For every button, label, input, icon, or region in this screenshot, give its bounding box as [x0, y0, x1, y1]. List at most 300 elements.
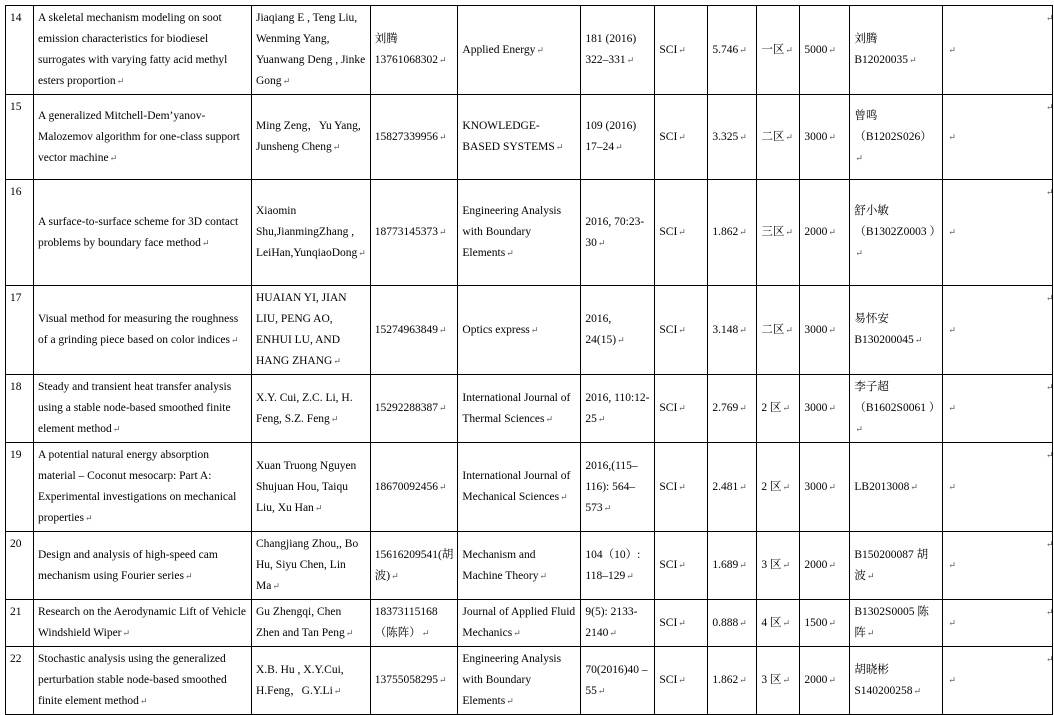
cell-title — [34, 443, 252, 532]
cell-contact-text: 18373115168 （陈阵） — [374, 606, 438, 639]
cell-impact — [708, 375, 757, 443]
cell-journal — [458, 532, 581, 600]
row-end-mark-icon: ↵ — [1046, 382, 1054, 392]
cell-impact — [708, 647, 757, 715]
row-end-mark-icon: ↵ — [1046, 539, 1054, 549]
cell-volume-text: 2016,(115–116): 564–573 — [585, 459, 638, 514]
paper-table — [5, 5, 1053, 715]
paragraph-mark-icon: ↵ — [678, 227, 686, 237]
paragraph-mark-icon: ↵ — [439, 227, 447, 237]
paragraph-mark-icon: ↵ — [914, 335, 923, 345]
cell-zone-text: 二区 — [761, 323, 785, 336]
cell-number — [6, 375, 34, 443]
paragraph-mark-icon: ↵ — [828, 560, 836, 570]
paragraph-mark-icon: ↵ — [828, 131, 836, 142]
cell-empty — [943, 600, 1053, 647]
cell-contact-text: 15274963849 — [374, 323, 439, 336]
paragraph-mark-icon: ↵ — [678, 131, 686, 142]
row-end-mark-icon: ↵ — [1046, 187, 1054, 197]
table-row — [6, 600, 1053, 647]
cell-zone-text: 3 区 — [761, 559, 782, 571]
cell-recipient — [850, 443, 943, 532]
cell-number-text: 21 — [10, 606, 22, 618]
cell-zone — [757, 443, 800, 532]
cell-authors — [252, 6, 371, 95]
paragraph-mark-icon: ↵ — [855, 248, 863, 258]
cell-index-text: SCI — [659, 43, 678, 56]
cell-index — [655, 6, 708, 95]
table-row — [6, 180, 1053, 286]
cell-amount — [800, 532, 850, 600]
paragraph-mark-icon: ↵ — [782, 617, 791, 628]
paragraph-mark-icon: ↵ — [122, 628, 131, 638]
cell-amount-text: 2000 — [804, 559, 828, 571]
cell-zone — [757, 600, 800, 647]
paragraph-mark-icon: ↵ — [782, 403, 791, 413]
cell-index — [655, 286, 708, 375]
cell-authors — [252, 180, 371, 286]
cell-contact-text: 15827339956 — [374, 130, 439, 143]
paragraph-mark-icon: ↵ — [866, 628, 875, 638]
cell-contact — [370, 600, 458, 647]
paragraph-mark-icon: ↵ — [272, 581, 280, 591]
cell-index — [655, 532, 708, 600]
row-end-mark-icon: ↵ — [1046, 607, 1054, 617]
cell-amount-text: 5000 — [804, 43, 828, 56]
cell-recipient-text: 刘腾 B12020035 — [854, 33, 909, 66]
paragraph-mark-icon: ↵ — [866, 570, 875, 581]
cell-zone — [757, 6, 800, 95]
paragraph-mark-icon: ↵ — [330, 413, 339, 424]
cell-title-text: A potential natural energy absorption material – Coconut mesocarp: Part A: Experimental investigations on mechanical properties — [38, 449, 237, 524]
cell-zone-text: 3 区 — [761, 674, 782, 686]
cell-zone — [757, 375, 800, 443]
cell-amount — [800, 600, 850, 647]
paragraph-mark-icon: ↵ — [439, 55, 447, 65]
cell-contact — [370, 375, 458, 443]
cell-journal-text: Optics express — [462, 323, 530, 336]
row-end-mark-icon: ↵ — [1046, 293, 1054, 303]
cell-title-text: A skeletal mechanism modeling on soot emission characteristics for biodiesel surrogates with varying fatty acid methyl esters proportion — [38, 12, 228, 87]
cell-volume-text: 9(5): 2133-2140 — [585, 606, 638, 639]
cell-impact-text: 1.689 — [712, 559, 739, 571]
cell-recipient-text: 李子超 （B1602S0061 ） — [854, 381, 941, 414]
paragraph-mark-icon: ↵ — [828, 481, 836, 492]
cell-number-text: 20 — [10, 538, 22, 550]
cell-title — [34, 286, 252, 375]
paragraph-mark-icon: ↵ — [84, 513, 93, 523]
cell-authors-text: HUAIAN YI, JIAN LIU, PENG AO, ENHUI LU, AND HANG ZHANG — [256, 292, 347, 367]
row-end-mark-icon: ↵ — [1046, 102, 1054, 112]
paragraph-mark-icon: ↵ — [597, 237, 606, 248]
cell-empty — [943, 95, 1053, 180]
cell-title — [34, 180, 252, 286]
cell-amount — [800, 180, 850, 286]
paragraph-mark-icon: ↵ — [536, 44, 544, 55]
table-row — [6, 286, 1053, 375]
cell-empty — [943, 286, 1053, 375]
cell-title-text: Steady and transient heat transfer analysis using a stable node-based smoothed finite element method — [38, 381, 232, 435]
cell-volume-text: 109 (2016) 17–24 — [585, 120, 637, 153]
cell-volume-text: 181 (2016) 322–331 — [585, 33, 637, 66]
paragraph-mark-icon: ↵ — [332, 142, 341, 152]
cell-empty — [943, 180, 1053, 286]
cell-contact — [370, 95, 458, 180]
cell-impact-text: 2.769 — [712, 402, 739, 414]
cell-zone-text: 2 区 — [761, 402, 782, 414]
paragraph-mark-icon: ↵ — [603, 502, 612, 513]
paragraph-mark-icon: ↵ — [314, 502, 323, 513]
cell-volume — [581, 647, 655, 715]
cell-journal-text: International Journal of Thermal Sciences — [462, 391, 571, 425]
paragraph-mark-icon: ↵ — [626, 570, 634, 581]
cell-journal-text: International Journal of Mechanical Sciences — [462, 470, 571, 503]
cell-empty — [943, 647, 1053, 715]
paragraph-mark-icon: ↵ — [345, 628, 354, 638]
paragraph-mark-icon: ↵ — [439, 675, 447, 685]
cell-authors — [252, 95, 371, 180]
cell-contact-text: 15616209541(胡波) — [374, 548, 454, 582]
cell-recipient — [850, 180, 943, 286]
cell-authors-text: X.Y. Cui, Z.C. Li, H. Feng, S.Z. Feng — [256, 391, 353, 425]
paragraph-mark-icon: ↵ — [948, 324, 956, 335]
cell-volume-text: 2016, 70:23-30 — [585, 215, 645, 249]
cell-volume — [581, 180, 655, 286]
cell-impact — [708, 532, 757, 600]
cell-title — [34, 6, 252, 95]
paragraph-mark-icon: ↵ — [785, 324, 793, 335]
cell-amount-text: 3000 — [804, 480, 828, 493]
cell-contact — [370, 286, 458, 375]
cell-zone-text: 三区 — [761, 226, 785, 238]
paragraph-mark-icon: ↵ — [948, 675, 956, 685]
paragraph-mark-icon: ↵ — [828, 44, 836, 55]
cell-recipient-text: B150200087 胡波 — [854, 548, 929, 582]
cell-authors — [252, 647, 371, 715]
cell-zone-text: 一区 — [761, 43, 785, 56]
cell-journal-text: Applied Energy — [462, 43, 536, 56]
cell-zone — [757, 180, 800, 286]
cell-title — [34, 375, 252, 443]
paragraph-mark-icon: ↵ — [948, 403, 956, 413]
cell-title-text: Design and analysis of high-speed cam mechanism using Fourier series — [38, 548, 218, 582]
cell-number — [6, 532, 34, 600]
cell-index-text: SCI — [659, 480, 678, 493]
cell-amount — [800, 6, 850, 95]
paragraph-mark-icon: ↵ — [678, 617, 686, 628]
paragraph-mark-icon: ↵ — [785, 44, 793, 55]
cell-recipient-text: 易怀安 B130200045 — [854, 313, 914, 346]
paragraph-mark-icon: ↵ — [678, 481, 686, 492]
cell-number-text: 15 — [10, 101, 22, 113]
paragraph-mark-icon: ↵ — [513, 628, 521, 638]
paragraph-mark-icon: ↵ — [617, 335, 625, 345]
paragraph-mark-icon: ↵ — [230, 335, 239, 345]
cell-amount — [800, 375, 850, 443]
cell-amount — [800, 286, 850, 375]
cell-journal — [458, 375, 581, 443]
cell-volume-text: 104（10）: 118–129 — [585, 548, 641, 582]
cell-volume-text: 2016, 24(15) — [585, 313, 617, 346]
table-row — [6, 375, 1053, 443]
paragraph-mark-icon: ↵ — [828, 675, 836, 685]
cell-amount-text: 1500 — [804, 616, 828, 629]
table-row — [6, 647, 1053, 715]
cell-journal — [458, 286, 581, 375]
cell-number-text: 17 — [10, 292, 22, 304]
paragraph-mark-icon: ↵ — [910, 481, 918, 492]
cell-contact — [370, 180, 458, 286]
cell-impact — [708, 95, 757, 180]
cell-empty — [943, 6, 1053, 95]
cell-contact — [370, 532, 458, 600]
paragraph-mark-icon: ↵ — [609, 628, 617, 638]
cell-index-text: SCI — [659, 130, 678, 143]
cell-title-text: Stochastic analysis using the generalized perturbation stable node-based smoothed finite element method — [38, 653, 227, 707]
cell-authors-text: Xiaomin Shu,JianmingZhang , LeiHan,YunqiaoDong — [256, 205, 358, 259]
paragraph-mark-icon: ↵ — [948, 227, 956, 237]
cell-index — [655, 600, 708, 647]
cell-volume — [581, 6, 655, 95]
cell-number — [6, 6, 34, 95]
cell-authors — [252, 286, 371, 375]
cell-amount-text: 3000 — [804, 130, 828, 143]
cell-volume — [581, 600, 655, 647]
cell-impact-text: 3.325 — [712, 130, 739, 143]
cell-volume-text: 70(2016)40 –55 — [585, 663, 648, 697]
paragraph-mark-icon: ↵ — [948, 131, 956, 142]
paragraph-mark-icon: ↵ — [615, 142, 623, 152]
cell-authors-text: Jiaqiang E , Teng Liu, Wenming Yang, Yuanwang Deng , Jinke Gong — [256, 12, 366, 87]
paragraph-mark-icon: ↵ — [785, 227, 793, 237]
cell-impact-text: 3.148 — [712, 323, 739, 336]
cell-impact-text: 1.862 — [712, 226, 739, 238]
paragraph-mark-icon: ↵ — [439, 403, 447, 413]
cell-index-text: SCI — [659, 402, 678, 414]
cell-number — [6, 180, 34, 286]
cell-recipient — [850, 95, 943, 180]
cell-journal — [458, 443, 581, 532]
cell-amount — [800, 443, 850, 532]
cell-title-text: Research on the Aerodynamic Lift of Vehicle Windshield Wiper — [38, 606, 246, 639]
cell-authors — [252, 532, 371, 600]
cell-contact-text: 15292288387 — [374, 402, 439, 414]
cell-title-text: A surface-to-surface scheme for 3D contact problems by boundary face method — [38, 215, 239, 249]
cell-zone-text: 二区 — [761, 130, 785, 143]
cell-number-text: 18 — [10, 381, 22, 393]
paragraph-mark-icon: ↵ — [739, 560, 747, 570]
cell-amount-text: 2000 — [804, 226, 828, 238]
cell-index-text: SCI — [659, 323, 678, 336]
table-body — [6, 6, 1053, 715]
paragraph-mark-icon: ↵ — [184, 570, 193, 581]
paragraph-mark-icon: ↵ — [909, 55, 917, 65]
cell-empty — [943, 443, 1053, 532]
paragraph-mark-icon: ↵ — [530, 324, 539, 335]
cell-empty — [943, 375, 1053, 443]
cell-index-text: SCI — [659, 226, 678, 238]
paragraph-mark-icon: ↵ — [782, 560, 791, 570]
cell-authors-text: Ming Zeng，Yu Yang, Junsheng Cheng — [256, 120, 361, 153]
paragraph-mark-icon: ↵ — [828, 403, 836, 413]
cell-index-text: SCI — [659, 616, 678, 629]
cell-impact — [708, 286, 757, 375]
cell-recipient-text: 胡晓彬 S140200258 — [854, 663, 913, 697]
paragraph-mark-icon: ↵ — [913, 685, 922, 696]
cell-journal — [458, 600, 581, 647]
cell-number — [6, 600, 34, 647]
cell-zone-text: 4 区 — [761, 616, 782, 629]
paragraph-mark-icon: ↵ — [358, 248, 366, 258]
paragraph-mark-icon: ↵ — [785, 131, 793, 142]
cell-index — [655, 95, 708, 180]
paragraph-mark-icon: ↵ — [739, 44, 747, 55]
cell-title — [34, 600, 252, 647]
paragraph-mark-icon: ↵ — [739, 675, 747, 685]
cell-recipient — [850, 375, 943, 443]
cell-volume-text: 2016, 110:12-25 — [585, 391, 650, 425]
paragraph-mark-icon: ↵ — [506, 696, 514, 706]
cell-authors — [252, 375, 371, 443]
paragraph-mark-icon: ↵ — [948, 560, 956, 570]
cell-recipient — [850, 286, 943, 375]
cell-authors-text: Gu Zhengqi, Chen Zhen and Tan Peng — [256, 606, 345, 639]
cell-amount — [800, 647, 850, 715]
cell-contact-text: 刘腾 13761068302 — [374, 33, 439, 66]
cell-recipient — [850, 600, 943, 647]
cell-recipient-text: 舒小敏 （B1302Z0003 ） — [854, 205, 941, 238]
paragraph-mark-icon: ↵ — [855, 152, 863, 163]
paragraph-mark-icon: ↵ — [948, 481, 956, 492]
cell-authors-text: Xuan Truong Nguyen Shujuan Hou, Taiqu Liu, Xu Han — [256, 459, 357, 514]
cell-impact — [708, 180, 757, 286]
paragraph-mark-icon: ↵ — [545, 413, 553, 424]
cell-journal-text: Engineering Analysis with Boundary Elements — [462, 653, 562, 707]
cell-index-text: SCI — [659, 674, 678, 686]
cell-number-text: 16 — [10, 186, 22, 198]
cell-authors — [252, 443, 371, 532]
cell-amount-text: 3000 — [804, 402, 828, 414]
paragraph-mark-icon: ↵ — [421, 628, 430, 638]
cell-journal — [458, 6, 581, 95]
cell-impact — [708, 443, 757, 532]
cell-index — [655, 443, 708, 532]
paragraph-mark-icon: ↵ — [112, 424, 121, 434]
paragraph-mark-icon: ↵ — [439, 481, 447, 492]
cell-number-text: 14 — [10, 12, 22, 24]
cell-title — [34, 647, 252, 715]
paragraph-mark-icon: ↵ — [201, 237, 210, 248]
table-row — [6, 532, 1053, 600]
cell-title-text: Visual method for measuring the roughness of a grinding piece based on color indices — [38, 313, 239, 346]
cell-number — [6, 443, 34, 532]
cell-title — [34, 532, 252, 600]
paragraph-mark-icon: ↵ — [828, 617, 836, 628]
cell-volume — [581, 443, 655, 532]
paragraph-mark-icon: ↵ — [948, 617, 956, 628]
paragraph-mark-icon: ↵ — [828, 227, 836, 237]
cell-journal — [458, 647, 581, 715]
cell-amount-text: 3000 — [804, 323, 828, 336]
cell-authors-text: X.B. Hu , X.Y.Cui, H.Feng，G.Y.Li — [256, 663, 344, 697]
cell-amount-text: 2000 — [804, 674, 828, 686]
paragraph-mark-icon: ↵ — [678, 675, 686, 685]
paragraph-mark-icon: ↵ — [333, 685, 342, 696]
paragraph-mark-icon: ↵ — [555, 142, 564, 152]
cell-zone — [757, 647, 800, 715]
paragraph-mark-icon: ↵ — [391, 570, 399, 581]
cell-recipient-text: LB2013008 — [854, 480, 910, 493]
cell-impact-text: 5.746 — [712, 43, 739, 56]
paragraph-mark-icon: ↵ — [739, 324, 747, 335]
cell-index-text: SCI — [659, 559, 678, 571]
cell-volume — [581, 286, 655, 375]
cell-journal-text: Journal of Applied Fluid Mechanics — [462, 606, 576, 639]
row-end-mark-icon: ↵ — [1046, 13, 1054, 23]
cell-number — [6, 647, 34, 715]
cell-contact — [370, 6, 458, 95]
cell-zone — [757, 95, 800, 180]
cell-index — [655, 647, 708, 715]
paragraph-mark-icon: ↵ — [506, 248, 514, 258]
paragraph-mark-icon: ↵ — [739, 131, 747, 142]
paragraph-mark-icon: ↵ — [739, 403, 747, 413]
paragraph-mark-icon: ↵ — [739, 227, 747, 237]
cell-empty — [943, 532, 1053, 600]
cell-zone — [757, 532, 800, 600]
cell-journal-text: Mechanism and Machine Theory — [462, 548, 539, 582]
paragraph-mark-icon: ↵ — [333, 356, 341, 366]
cell-contact — [370, 443, 458, 532]
cell-volume — [581, 532, 655, 600]
paragraph-mark-icon: ↵ — [597, 685, 606, 696]
cell-impact — [708, 600, 757, 647]
paragraph-mark-icon: ↵ — [739, 617, 747, 628]
cell-journal — [458, 95, 581, 180]
cell-number-text: 22 — [10, 653, 22, 665]
cell-contact-text: 13755058295 — [374, 674, 439, 686]
cell-journal-text: Engineering Analysis with Boundary Elements — [462, 205, 562, 259]
paragraph-mark-icon: ↵ — [626, 55, 635, 65]
paragraph-mark-icon: ↵ — [678, 403, 686, 413]
cell-volume — [581, 95, 655, 180]
table-row — [6, 95, 1053, 180]
paragraph-mark-icon: ↵ — [282, 76, 291, 86]
paragraph-mark-icon: ↵ — [739, 481, 747, 492]
cell-journal — [458, 180, 581, 286]
cell-contact — [370, 647, 458, 715]
cell-number-text: 19 — [10, 449, 22, 461]
row-end-mark-icon: ↵ — [1046, 450, 1054, 460]
cell-index — [655, 375, 708, 443]
cell-title-text: A generalized Mitchell-Dem’yanov-Malozemov algorithm for one-class support vector machine — [38, 109, 240, 164]
cell-authors — [252, 600, 371, 647]
paragraph-mark-icon: ↵ — [828, 324, 836, 335]
paragraph-mark-icon: ↵ — [116, 76, 125, 86]
table-row — [6, 443, 1053, 532]
cell-recipient — [850, 532, 943, 600]
cell-impact-text: 0.888 — [712, 616, 739, 629]
paragraph-mark-icon: ↵ — [855, 424, 863, 434]
cell-volume — [581, 375, 655, 443]
paragraph-mark-icon: ↵ — [139, 696, 148, 706]
cell-authors-text: Changjiang Zhou,, Bo Hu, Siyu Chen, Lin Ma — [256, 538, 359, 592]
paragraph-mark-icon: ↵ — [782, 675, 791, 685]
paragraph-mark-icon: ↵ — [782, 481, 791, 492]
cell-journal-text: KNOWLEDGE-BASED SYSTEMS — [462, 120, 555, 153]
row-end-mark-icon: ↵ — [1046, 654, 1054, 664]
cell-title — [34, 95, 252, 180]
